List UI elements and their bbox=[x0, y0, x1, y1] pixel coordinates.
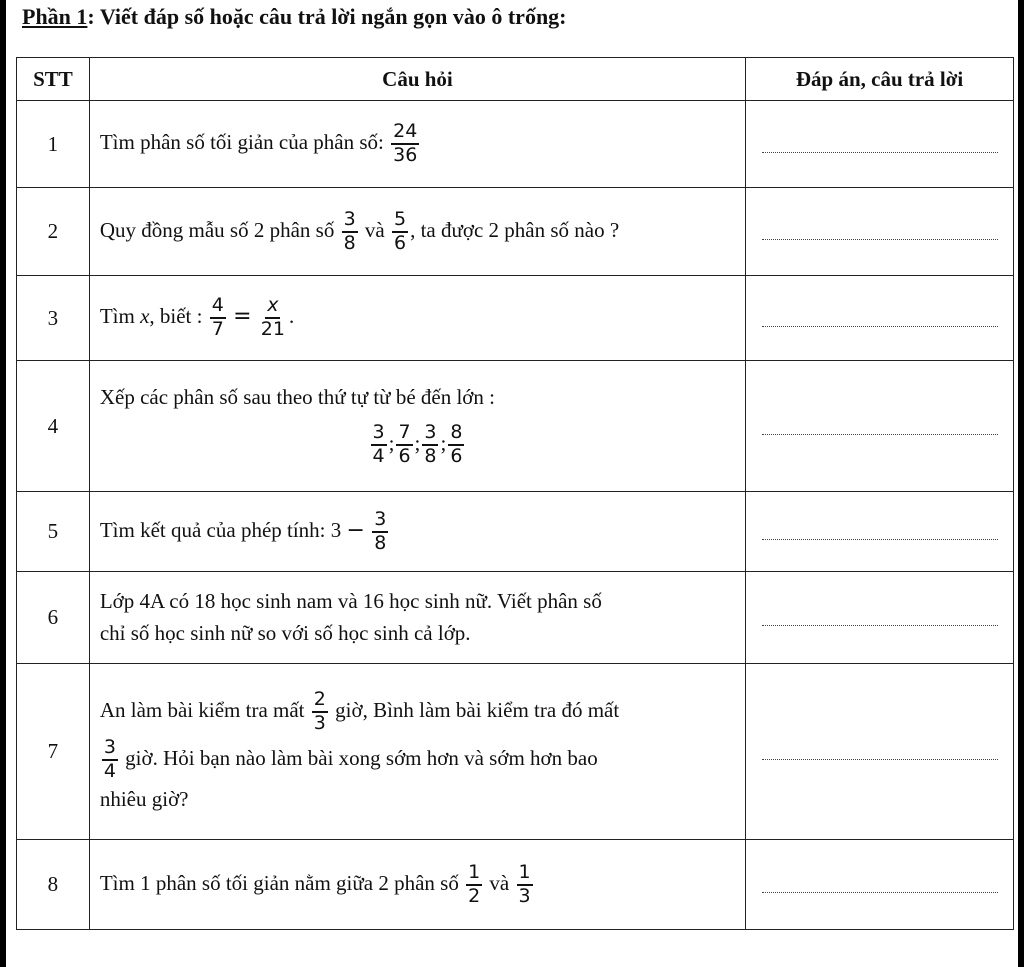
row-number: 2 bbox=[17, 188, 90, 276]
row-number: 1 bbox=[17, 101, 90, 188]
fraction bbox=[517, 860, 533, 907]
denominator: 21 bbox=[260, 318, 285, 340]
table-row bbox=[17, 361, 1014, 492]
answer-blank[interactable] bbox=[762, 151, 998, 153]
answer-cell[interactable] bbox=[746, 188, 1014, 276]
question-text: Tìm kết quả của phép tính: 3 bbox=[99, 517, 342, 542]
numerator: 24 bbox=[391, 122, 419, 145]
question-text: giờ, Bình làm bài kiểm tra đó mất bbox=[335, 697, 620, 722]
question-line bbox=[100, 735, 735, 782]
header-row bbox=[17, 58, 1014, 101]
question-text: Quy đồng mẫu số 2 phân số bbox=[99, 217, 335, 242]
question-text: Xếp các phân số sau theo thứ tự từ bé đến lớn : bbox=[99, 385, 495, 410]
denominator: 4 bbox=[103, 759, 116, 782]
question-cell bbox=[89, 276, 745, 361]
header-question: Câu hỏi bbox=[89, 58, 745, 101]
row-number: 5 bbox=[17, 492, 90, 572]
row-number: 6 bbox=[17, 572, 90, 664]
question-cell bbox=[89, 101, 745, 188]
numerator: 1 bbox=[517, 863, 533, 886]
denominator: 6 bbox=[394, 231, 407, 254]
answer-cell[interactable] bbox=[746, 572, 1014, 664]
table-row bbox=[17, 492, 1014, 572]
fraction bbox=[342, 207, 358, 254]
question-cell bbox=[89, 188, 745, 276]
variable-x: x bbox=[140, 303, 150, 328]
denominator: 4 bbox=[372, 444, 385, 467]
question-line bbox=[99, 687, 735, 734]
fraction bbox=[466, 860, 482, 907]
question-text: và bbox=[364, 217, 385, 242]
numerator: 1 bbox=[466, 863, 482, 886]
answer-blank[interactable] bbox=[762, 433, 998, 435]
table-row bbox=[17, 572, 1014, 664]
question-cell bbox=[89, 361, 745, 492]
numerator: 3 bbox=[422, 423, 438, 446]
table-row bbox=[17, 188, 1014, 276]
fraction-list bbox=[100, 420, 735, 467]
question-cell bbox=[89, 572, 745, 664]
denominator: 6 bbox=[450, 444, 463, 467]
table-row bbox=[17, 101, 1014, 188]
answer-blank[interactable] bbox=[762, 624, 998, 626]
question-cell bbox=[89, 840, 745, 930]
answer-blank[interactable] bbox=[762, 891, 998, 893]
numerator: 3 bbox=[342, 210, 358, 233]
numerator: 3 bbox=[102, 738, 118, 761]
denominator: 3 bbox=[313, 711, 326, 734]
section-heading bbox=[22, 4, 567, 30]
fraction bbox=[396, 420, 412, 467]
fraction bbox=[448, 420, 464, 467]
section-label: Phần 1 bbox=[22, 4, 88, 29]
question-text: An làm bài kiểm tra mất bbox=[99, 697, 305, 722]
section-instruction: : Viết đáp số hoặc câu trả lời ngắn gọn vào ô trống: bbox=[87, 4, 567, 29]
numerator: 7 bbox=[396, 423, 412, 446]
fraction bbox=[372, 507, 388, 554]
question-cell bbox=[89, 664, 745, 840]
denominator: 8 bbox=[374, 531, 387, 554]
numerator: 3 bbox=[372, 510, 388, 533]
numerator: x bbox=[265, 296, 280, 319]
denominator: 8 bbox=[343, 231, 356, 254]
fraction bbox=[312, 687, 328, 734]
fraction bbox=[102, 735, 118, 782]
numerator: 5 bbox=[392, 210, 408, 233]
fraction bbox=[392, 207, 408, 254]
fraction bbox=[371, 420, 387, 467]
question-text: giờ. Hỏi bạn nào làm bài xong sớm hơn và sớm hơn bao bbox=[125, 745, 598, 770]
answer-cell[interactable] bbox=[746, 492, 1014, 572]
answer-blank[interactable] bbox=[762, 325, 998, 327]
question-text: , biết : bbox=[149, 303, 203, 328]
numerator: 3 bbox=[371, 423, 387, 446]
row-number: 4 bbox=[17, 361, 90, 492]
header-answer: Đáp án, câu trả lời bbox=[746, 58, 1014, 101]
answer-cell[interactable] bbox=[746, 664, 1014, 840]
question-text: Tìm bbox=[99, 303, 135, 328]
question-line: nhiêu giờ? bbox=[99, 786, 189, 811]
numerator: 8 bbox=[448, 423, 464, 446]
right-edge bbox=[1018, 0, 1024, 967]
answer-blank[interactable] bbox=[762, 238, 998, 240]
question-line: chỉ số học sinh nữ so với số học sinh cả lớp. bbox=[99, 620, 471, 645]
question-text: , ta được 2 phân số nào ? bbox=[410, 217, 620, 242]
row-number: 3 bbox=[17, 276, 90, 361]
table-row bbox=[17, 840, 1014, 930]
separator: ; bbox=[414, 430, 421, 455]
equals-sign: = bbox=[233, 303, 252, 329]
question-cell bbox=[89, 492, 745, 572]
answer-cell[interactable] bbox=[746, 101, 1014, 188]
row-number: 7 bbox=[17, 664, 90, 840]
denominator: 36 bbox=[393, 144, 418, 166]
answer-cell[interactable] bbox=[746, 361, 1014, 492]
denominator: 3 bbox=[518, 884, 531, 907]
question-text: và bbox=[489, 870, 510, 895]
question-text: Tìm 1 phân số tối giản nằm giữa 2 phân số bbox=[99, 870, 459, 895]
fraction bbox=[391, 122, 419, 166]
denominator: 6 bbox=[398, 444, 411, 467]
numerator: 4 bbox=[210, 296, 226, 319]
header-stt: STT bbox=[17, 58, 90, 101]
exercise-table bbox=[16, 57, 1014, 930]
fraction bbox=[259, 296, 287, 340]
answer-cell[interactable] bbox=[746, 276, 1014, 361]
fraction bbox=[422, 420, 438, 467]
row-number: 8 bbox=[17, 840, 90, 930]
table-row bbox=[17, 664, 1014, 840]
numerator: 2 bbox=[312, 690, 328, 713]
minus-sign: − bbox=[346, 517, 365, 543]
answer-blank[interactable] bbox=[762, 758, 998, 760]
denominator: 8 bbox=[424, 444, 437, 467]
question-line: Lớp 4A có 18 học sinh nam và 16 học sinh nữ. Viết phân số bbox=[99, 589, 602, 613]
left-edge bbox=[0, 0, 6, 967]
separator: ; bbox=[388, 430, 395, 455]
denominator: 2 bbox=[468, 884, 481, 907]
fraction bbox=[210, 296, 226, 340]
period: . bbox=[288, 303, 295, 328]
table-row bbox=[17, 276, 1014, 361]
question-text: Tìm phân số tối giản của phân số: bbox=[99, 129, 384, 154]
answer-cell[interactable] bbox=[746, 840, 1014, 930]
separator: ; bbox=[440, 430, 447, 455]
denominator: 7 bbox=[211, 318, 224, 340]
answer-blank[interactable] bbox=[762, 538, 998, 540]
